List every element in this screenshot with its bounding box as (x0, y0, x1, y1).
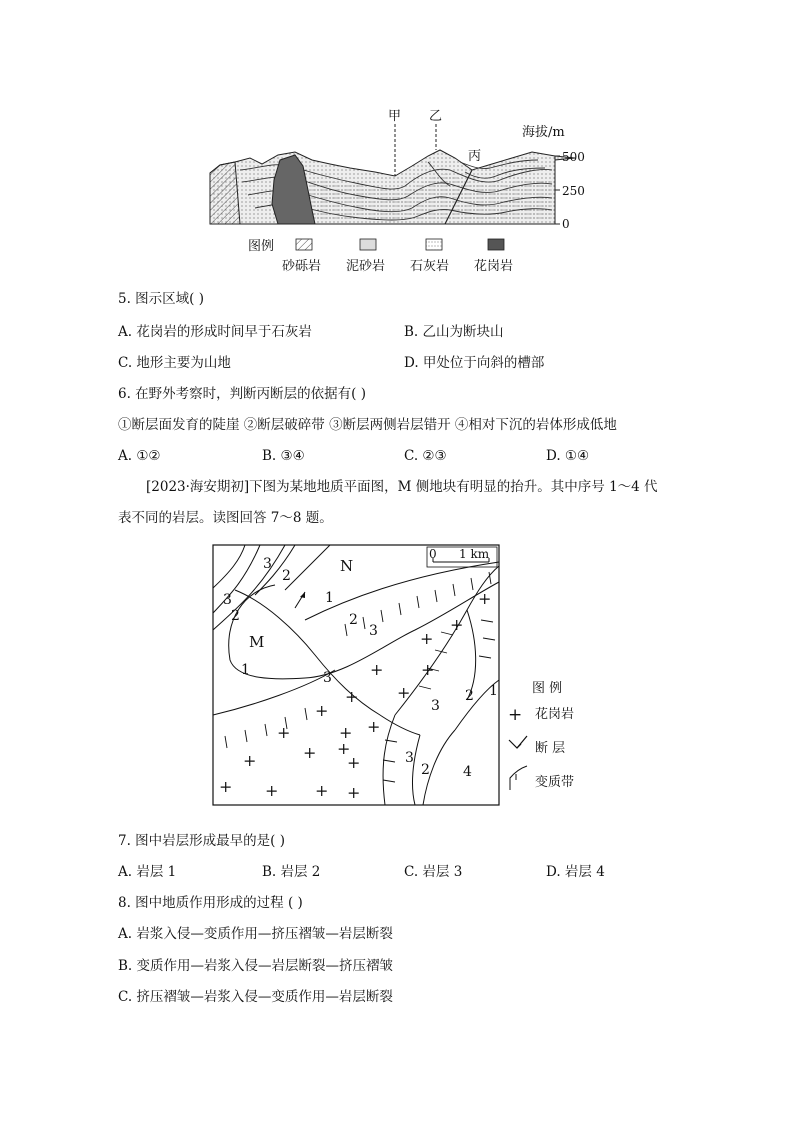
label-yi: 乙 (429, 109, 443, 124)
svg-text:+: + (478, 589, 492, 608)
svg-text:+: + (339, 723, 353, 742)
question-6-items: ①断层面发育的陡崖 ②断层破碎带 ③断层两侧岩层错开 ④相对下沉的岩体形成低地 (118, 417, 617, 433)
svg-text:+: + (450, 615, 464, 634)
legend-swatch-mudsand (360, 239, 376, 250)
question-5-option-c[interactable]: C. 地形主要为山地 (118, 355, 231, 371)
layer-label: 2 (465, 688, 474, 704)
question-7-option-a[interactable]: A. 岩层 1 (118, 864, 177, 880)
legend-title: 图例 (248, 239, 275, 254)
conglomerate-wedge (210, 162, 240, 224)
layer-label: 2 (421, 762, 430, 778)
legend-granite-label: 花岗岩 (535, 707, 575, 722)
question-5-stem: 5. 图示区域( ) (118, 291, 204, 307)
svg-text:+: + (397, 683, 411, 702)
question-6-option-c[interactable]: C. ②③ (404, 448, 447, 464)
layer-label: 4 (463, 764, 472, 780)
intro-line-2: 表不同的岩层。读图回答 7～8 题。 (118, 510, 333, 526)
legend-fault-label: 断 层 (535, 741, 566, 756)
legend-label: 泥砂岩 (346, 259, 386, 274)
layer-label: 1 (241, 662, 250, 678)
question-7-stem: 7. 图中岩层形成最早的是( ) (118, 833, 285, 849)
svg-text:+: + (421, 660, 435, 679)
legend-swatch-granite (488, 239, 504, 250)
tick-label: 250 (562, 184, 585, 198)
svg-text:+: + (367, 717, 381, 736)
question-6-option-d[interactable]: D. ①④ (546, 448, 590, 464)
legend-swatch-conglomerate (296, 239, 312, 250)
legend-granite-symbol: + (508, 705, 523, 725)
svg-text:+: + (277, 723, 291, 742)
question-7-option-c[interactable]: C. 岩层 3 (404, 864, 463, 880)
svg-text:+: + (345, 687, 359, 706)
question-7-option-d[interactable]: D. 岩层 4 (546, 864, 605, 880)
scale-label: 1 km (459, 547, 490, 561)
layer-label: 3 (405, 750, 414, 766)
svg-text:+: + (347, 783, 361, 802)
layer-label: 1 (325, 590, 334, 606)
legend-metamorphic-symbol (510, 766, 527, 790)
svg-text:+: + (347, 753, 361, 772)
label-N: N (340, 557, 354, 575)
tick-label: 0 (562, 217, 570, 231)
legend-label: 石灰岩 (410, 259, 450, 274)
legend-fault-symbol (509, 736, 527, 748)
label-jia: 甲 (388, 109, 402, 124)
scale-zero: 0 (429, 547, 437, 561)
svg-text:+: + (303, 743, 317, 762)
question-6-option-a[interactable]: A. ①② (118, 448, 161, 464)
legend-swatch-limestone (426, 239, 442, 250)
question-5-option-a[interactable]: A. 花岗岩的形成时间早于石灰岩 (118, 324, 312, 340)
question-5-option-d[interactable]: D. 甲处位于向斜的槽部 (404, 355, 545, 371)
question-6-option-b[interactable]: B. ③④ (262, 448, 305, 464)
question-8-option-c[interactable]: C. 挤压褶皱—岩浆入侵—变质作用—岩层断裂 (118, 989, 393, 1005)
label-M: M (249, 633, 265, 651)
svg-text:+: + (243, 751, 257, 770)
layer-label: 3 (369, 623, 378, 639)
label-bing: 丙 (468, 149, 482, 164)
question-5-option-b[interactable]: B. 乙山为断块山 (404, 324, 504, 340)
svg-text:+: + (219, 777, 233, 796)
layer-label: 3 (323, 670, 332, 686)
axis-title: 海拔/m (522, 125, 565, 140)
intro-line-1: [2023·海安期初]下图为某地地质平面图，M 侧地块有明显的抬升。其中序号 1～4 代 (146, 479, 658, 495)
svg-text:+: + (420, 629, 434, 648)
question-6-stem: 6. 在野外考察时，判断丙断层的依据有( ) (118, 386, 366, 402)
cross-section-figure (200, 100, 600, 280)
question-8-option-a[interactable]: A. 岩浆入侵—变质作用—挤压褶皱—岩层断裂 (118, 926, 393, 942)
geologic-map-figure (205, 540, 605, 812)
layer-label: 3 (431, 698, 440, 714)
legend-label: 砂砾岩 (282, 259, 322, 274)
question-8-stem: 8. 图中地质作用形成的过程 ( ) (118, 895, 303, 911)
map-legend-title: 图 例 (532, 681, 563, 696)
tick-label: 500 (562, 150, 585, 164)
svg-text:+: + (315, 781, 329, 800)
layer-label: 3 (263, 556, 272, 572)
legend-metamorphic-label: 变质带 (535, 775, 575, 790)
question-7-option-b[interactable]: B. 岩层 2 (262, 864, 321, 880)
legend-label: 花岗岩 (474, 259, 514, 274)
svg-text:+: + (337, 739, 351, 758)
layer-label: 1 (489, 683, 498, 699)
layer-label: 2 (231, 608, 240, 624)
svg-text:+: + (370, 660, 384, 679)
layer-label: 2 (349, 612, 358, 628)
layer-label: 3 (223, 592, 232, 608)
svg-text:+: + (265, 781, 279, 800)
layer-label: 2 (282, 568, 291, 584)
svg-text:+: + (315, 701, 329, 720)
question-8-option-b[interactable]: B. 变质作用—岩浆入侵—岩层断裂—挤压褶皱 (118, 958, 394, 974)
